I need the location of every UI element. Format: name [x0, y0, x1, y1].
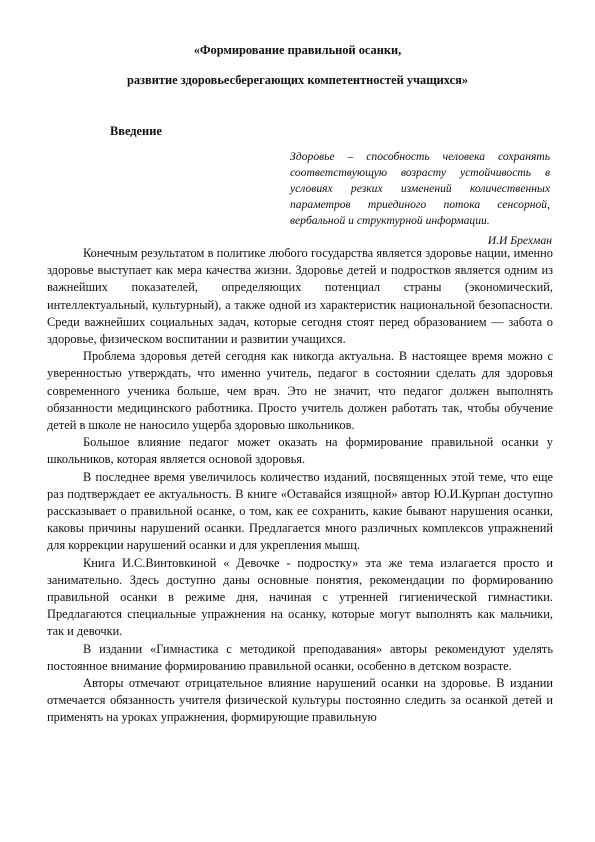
section-heading: Введение	[110, 124, 162, 138]
paragraph: В издании «Гимнастика с методикой преподавания» авторы рекомендуют уделять постоянное внимание формированию правильной осанки, особенно в детском возрасте.	[47, 641, 553, 673]
paragraph: Большое влияние педагог может оказать на формирование правильной осанки у школьников, которая является основой здоровья.	[47, 435, 553, 467]
paragraph: Авторы отмечают отрицательное влияние нарушений осанки на здоровье. В издании отмечается обязанность учителя физической культуры постоянно следить за осанкой детей и применять на уроках упражнения, формирующие правильную	[47, 676, 553, 725]
paragraph: Проблема здоровья детей сегодня как никогда актуальна. В настоящее время можно с уверенностью утверждать, что именно учитель, педагог в состоянии сделать для здоровья современного ученика больше, чем врач. Это не значит, что педагог должен выполнять обязанности медицинского работника. Просто учитель должен работать так, чтобы обучение детей в школе не наносило ущерба здоровью школьников.	[47, 349, 553, 433]
paragraph: Книга И.С.Винтовкиной « Девочке - подростку» эта же тема излагается просто и занимательно. Здесь доступно даны основные понятия, рекомендации по формированию правильной осанки в режиме дня, начиная с утренней гигиенической гимнастики. Предлагаются специальные упражнения на осанку, которые могут выполнять как мальчики, так и девочки.	[47, 555, 553, 639]
epigraph-text: Здоровье – способность человека сохранять соответствующую возрасту устойчивость в условиях резких изменений количественных параметров триединого потока сенсорной, вербальной и структурной информации.	[290, 150, 550, 227]
document-title-line-2: развитие здоровьесберегающих компетентностей учащихся»	[126, 73, 469, 87]
document-title-line-1: «Формирование правильной осанки,	[193, 43, 402, 57]
paragraph: В последнее время увеличилось количество изданий, посвященных этой теме, что еще раз подтверждает ее актуальность. В книге «Оставайся изящной» автор Ю.И.Курпан доступно рассказывает о правильной осанке, о том, как ее сохранить, какие бывают нарушения осанки, каковы причины нарушений осанки. Предлагается много различных комплексов упражнений для коррекции нарушений осанки и для укрепления мышц.	[47, 469, 553, 553]
paragraph: Конечным результатом в политике любого государства является здоровье нации, именно здоровье выступает как мера качества жизни. Здоровье детей и подростков является одним из важнейших показателей, определяющих потенциал страны (экономический, интеллектуальный, культурный), а также одной из характеристик национальной безопасности. Среди важнейших социальных задач, которые сегодня стоят перед образованием — забота о здоровье, физическом воспитании и развитии учащихся.	[47, 246, 553, 347]
epigraph-author: И.И Брехман	[487, 234, 552, 247]
document-body	[47, 245, 553, 727]
